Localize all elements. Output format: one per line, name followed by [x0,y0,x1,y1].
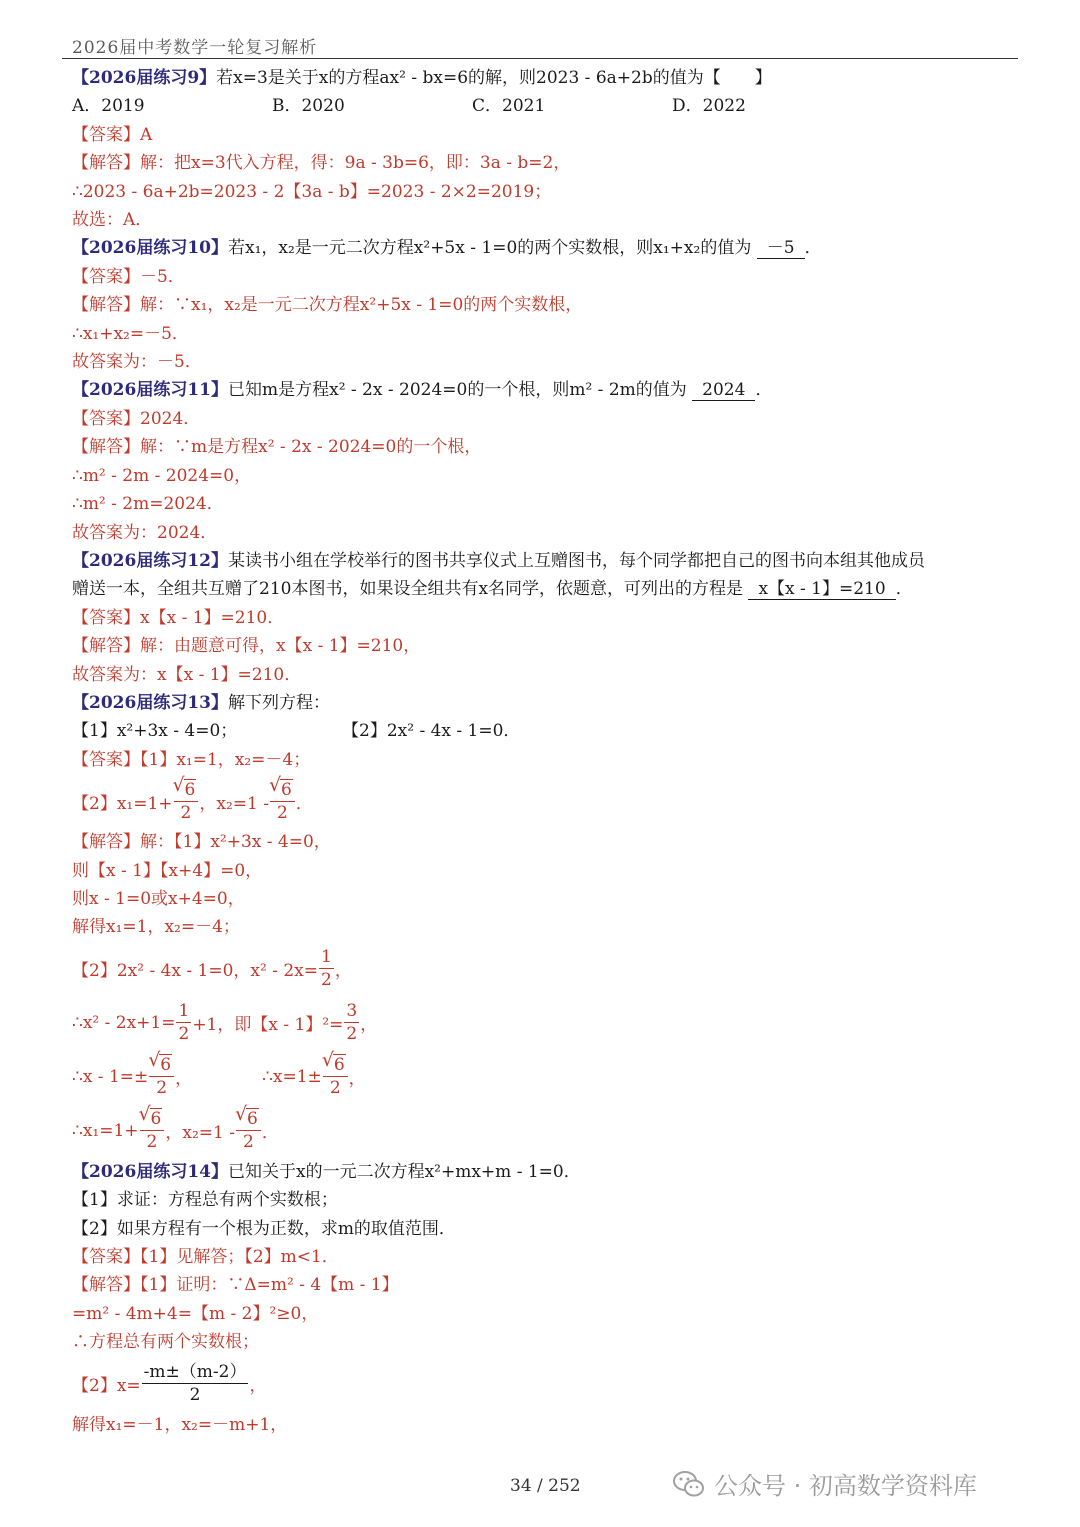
math-text: +1，即【x - 1】²= [192,1015,344,1036]
p11-solution-line: ∴m² - 2m=2024． [72,494,224,515]
p14-solution-line: 解得x₁=－1，x₂=－m+1， [72,1414,288,1435]
watermark [672,1466,977,1501]
p11-solution-line: 故答案为：2024． [72,522,218,543]
p13-solution-frac: 【2】2x² - 4x - 1=0，x² - 2x= $\frac{1}{2}$ ， [72,947,352,991]
p10-stem: 【2026届练习10】若x₁，x₂是一元二次方程x²+5x - 1=0的两个实数根，则x₁+x₂的值为 －5 ． [72,238,822,259]
fraction [319,946,334,991]
problem-text: 已知m是方程x² - 2x - 2024=0的一个根，则m² - 2m的值为 [227,380,687,401]
p13-solution-frac: ∴x₁=1+ √ $\frac{6}{2}$ ，x₂=1 - √ $\frac{6}{2}$ ． [72,1104,1022,1158]
p14-part-2: 【2】如果方程有一个根为正数，求m的取值范围． [72,1218,456,1239]
sqrt-6: √ 6 [246,1108,259,1129]
numerator: 1 [321,947,332,968]
problem-text: 已知关于x的一元二次方程x²+mx+m - 1=0． [227,1161,581,1182]
page-number: 34 / 252 [510,1476,581,1496]
denominator: 2 [189,1385,201,1406]
denominator: 2 [146,1132,158,1153]
p12-stem-cont: 赠送一本，全组共互赠了210本图书，如果设全组共有x名同学，依题意，可列出的方程是 x【x - 1】=210 ． [72,579,913,600]
fraction [174,779,199,824]
problem-text: 若x=3是关于x的方程ax² - bx=6的解，则2023 - 6a+2b的值为【 】 [216,68,772,88]
sqrt-6: √ 6 [184,779,197,800]
sqrt-6: √ 6 [150,1108,163,1129]
math-text: 【2】2x² - 4x - 1=0，x² - 2x= [72,961,319,982]
p9-answer: 【答案】A [72,124,153,145]
p13-solution-line: 【解答】解：【1】x²+3x - 4=0， [72,832,331,853]
fraction [344,1000,359,1045]
p10-answer: 【答案】－5． [72,266,185,287]
p10-solution-line: 【解答】解：∵x₁，x₂是一元二次方程x²+5x - 1=0的两个实数根， [72,295,583,316]
numerator: 1 [178,1001,190,1022]
sqrt-6: √ 6 [333,1054,346,1075]
problem-text: 赠送一本，全组共互赠了210本图书，如果设全组共有x名同学，依题意，可列出的方程是 [72,579,744,600]
p12-solution-line: 【解答】解：由题意可得，x【x - 1】=210， [72,636,421,657]
p10-solution-line: 故答案为：－5． [72,352,202,373]
p11-solution-line: ∴m² - 2m - 2024=0， [72,465,252,486]
p13-solution-line: 则【x - 1】【x+4】=0， [72,860,263,881]
document-body [72,64,1022,1439]
answer-blank: －5 [757,238,805,259]
denominator: 2 [346,1024,358,1045]
denominator: 2 [178,1024,190,1045]
math-text: ，x₂=1 - [199,793,269,814]
math-text: ∴x=1± [262,1066,322,1087]
math-text: 【2】x= [72,1376,141,1397]
problem-tag: 【2026届练习11】 [72,380,228,401]
p13-stem [72,689,1022,717]
p11-stem: 【2026届练习11】已知m是方程x² - 2x - 2024=0的一个根，则m² - 2m的值为 2024 ． [72,380,773,401]
sqrt-6: √ 6 [280,779,293,800]
denominator: 2 [329,1078,341,1099]
p9-options [72,92,1022,120]
fraction [140,1108,165,1153]
p14-solution-frac: 【2】x= $\frac{-m\pm(m-2)}{2}$ ， [72,1362,267,1406]
p10-solution-line: ∴x₁+x₂=－5． [72,323,189,344]
p14-answer: 【答案】【1】见解答；【2】m<1． [72,1247,339,1267]
denominator: 2 [180,802,192,823]
problem-text: 若x₁，x₂是一元二次方程x²+5x - 1=0的两个实数根，则x₁+x₂的值为 [227,238,752,259]
problem-tag: 【2026届练习12】 [72,550,228,571]
numerator: -m±（m-2） [143,1362,247,1383]
fraction [236,1108,261,1153]
fraction [149,1054,174,1099]
header-divider [62,58,1018,59]
math-text: ∴x² - 2x+1= [72,1012,176,1033]
sqrt-6: √ 6 [159,1054,172,1075]
numerator: 3 [346,1001,358,1022]
denominator: 2 [276,802,288,823]
p13-parts [72,717,1022,745]
fraction [323,1054,348,1099]
p14-solution-line: =m² - 4m+4=【m - 2】²≥0， [72,1303,319,1324]
denominator: 2 [242,1132,254,1153]
fraction [142,1361,249,1406]
p14-part-1: 【1】求证：方程总有两个实数根； [72,1190,338,1211]
denominator: 2 [321,970,332,991]
problem-tag: 【2026届练习14】 [72,1161,228,1182]
p13-answer-2: 【2】x₁=1+ √ $\frac{6}{2}$ ，x₂=1 - √ $\frac{6}{2}$ ． [72,774,1022,828]
p11-solution-line: 【解答】解：∵m是方程x² - 2x - 2024=0的一个根， [72,437,482,458]
problem-tag: 【2026届练习10】 [72,238,228,259]
p12-answer: 【答案】x【x - 1】=210． [72,607,285,628]
p9-solution-line: ∴2023 - 6a+2b=2023 - 2【3a - b】=2023 - 2×2=2019； [72,181,552,202]
fraction [270,779,295,824]
p14-stem [72,1158,1022,1186]
p13-answer: 【答案】【1】x₁=1，x₂=－4； [72,749,311,770]
option-a: A．2019 [72,96,145,117]
option-c: C．2021 [472,96,546,117]
answer-blank: x【x - 1】=210 [748,579,895,600]
part-1: 【1】x²+3x - 4=0； [72,721,238,742]
p9-solution-line: 故选：A． [72,210,153,231]
p14-solution-line: ∴方程总有两个实数根； [72,1332,259,1353]
header-title: 2026届中考数学一轮复习解析 [72,38,318,58]
math-text: ∴x₁=1+ [72,1120,139,1141]
p13-solution-line: 则x - 1=0或x+4=0， [72,888,245,909]
option-d: D．2022 [672,96,746,117]
math-text: 【2】x₁=1+ [72,793,173,814]
problem-text: 解下列方程： [227,692,330,713]
problem-tag: 【2026届练习13】 [72,692,228,713]
p12-solution-line: 故答案为：x【x - 1】=210． [72,664,302,685]
p9-stem [72,64,1022,92]
part-2: 【2】2x² - 4x - 1=0． [342,721,521,742]
watermark-text: 公众号 · 初高数学资料库 [714,1472,977,1500]
problem-text: 某读书小组在学校举行的图书共享仪式上互赠图书，每个同学都把自己的图书向本组其他成员 [227,550,925,571]
wechat-icon [672,1469,706,1499]
answer-blank: 2024 [692,380,755,401]
p14-solution-line: 【解答】【1】证明：∵Δ=m² - 4【m - 1】 [72,1275,399,1296]
p11-answer: 【答案】2024． [72,408,201,429]
math-text: ，x₂=1 - [165,1123,235,1144]
math-text: ∴x - 1=± [72,1066,149,1087]
denominator: 2 [156,1078,168,1099]
p12-stem [72,547,1022,575]
p9-solution-line: 【解答】解：把x=3代入方程，得：9a - 3b=6，即：3a - b=2， [72,153,571,174]
problem-tag: 【2026届练习9】 [72,68,217,88]
p13-solution-frac: ∴x - 1=± √ $\frac{6}{2}$ ， ∴x=1± √ $\frac{6}{2}$ ， [72,1050,1022,1104]
p13-solution-frac: ∴x² - 2x+1= $\frac{1}{2}$ +1，即【x - 1】²= $\frac{3}{2}$ ， [72,1001,378,1045]
fraction [176,1000,191,1045]
p13-solution-line: 解得x₁=1，x₂=－4； [72,917,240,938]
option-b: B．2020 [272,96,345,117]
